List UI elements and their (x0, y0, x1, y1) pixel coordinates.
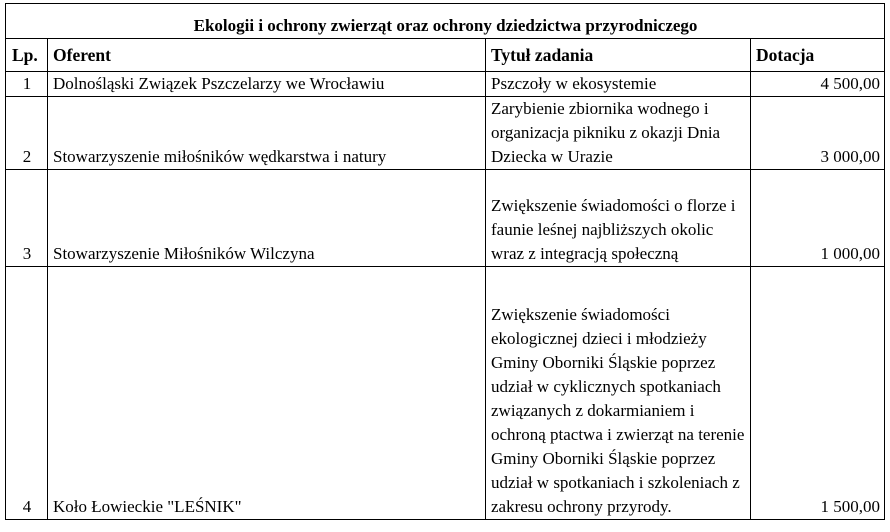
cell-lp: 3 (6, 170, 48, 267)
cell-lp: 1 (6, 72, 48, 97)
table-row (6, 72, 885, 97)
cell-lp: 4 (6, 267, 48, 520)
cell-lp: 2 (6, 97, 48, 170)
cell-tytul: Zarybienie zbiornika wodnego i organizacja pikniku z okazji Dnia Dziecka w Urazie (486, 97, 751, 170)
cell-dotacja: 1 000,00 (751, 170, 885, 267)
cell-tytul: Zwiększenie świadomości ekologicznej dzieci i młodzieży Gminy Oborniki Śląskie poprzez udział w cyklicznych spotkaniach związanych z dokarmianiem i ochroną ptactwa i zwierząt na terenie Gminy Oborniki Śląskie poprzez udział w spotkaniach i szkoleniach z zakresu ochrony przyrody. (486, 267, 751, 520)
table-header-row (6, 39, 885, 72)
header-oferent: Oferent (48, 39, 486, 72)
cell-dotacja: 1 500,00 (751, 267, 885, 520)
grants-table (5, 3, 885, 520)
header-dotacja: Dotacja (751, 39, 885, 72)
header-lp: Lp. (6, 39, 48, 72)
cell-oferent: Dolnośląski Związek Pszczelarzy we Wrocławiu (48, 72, 486, 97)
cell-tytul: Zwiększenie świadomości o florze i faunie leśnej najbliższych okolic wraz z integracją społeczną (486, 170, 751, 267)
cell-tytul: Pszczoły w ekosystemie (486, 72, 751, 97)
cell-oferent: Stowarzyszenie Miłośników Wilczyna (48, 170, 486, 267)
table-row (6, 267, 885, 520)
cell-oferent: Koło Łowieckie "LEŚNIK" (48, 267, 486, 520)
cell-dotacja: 3 000,00 (751, 97, 885, 170)
cell-dotacja: 4 500,00 (751, 72, 885, 97)
table-row (6, 97, 885, 170)
header-tytul: Tytuł zadania (486, 39, 751, 72)
table-row (6, 170, 885, 267)
table-caption: Ekologii i ochrony zwierząt oraz ochrony dziedzictwa przyrodniczego (6, 4, 885, 39)
cell-oferent: Stowarzyszenie miłośników wędkarstwa i natury (48, 97, 486, 170)
